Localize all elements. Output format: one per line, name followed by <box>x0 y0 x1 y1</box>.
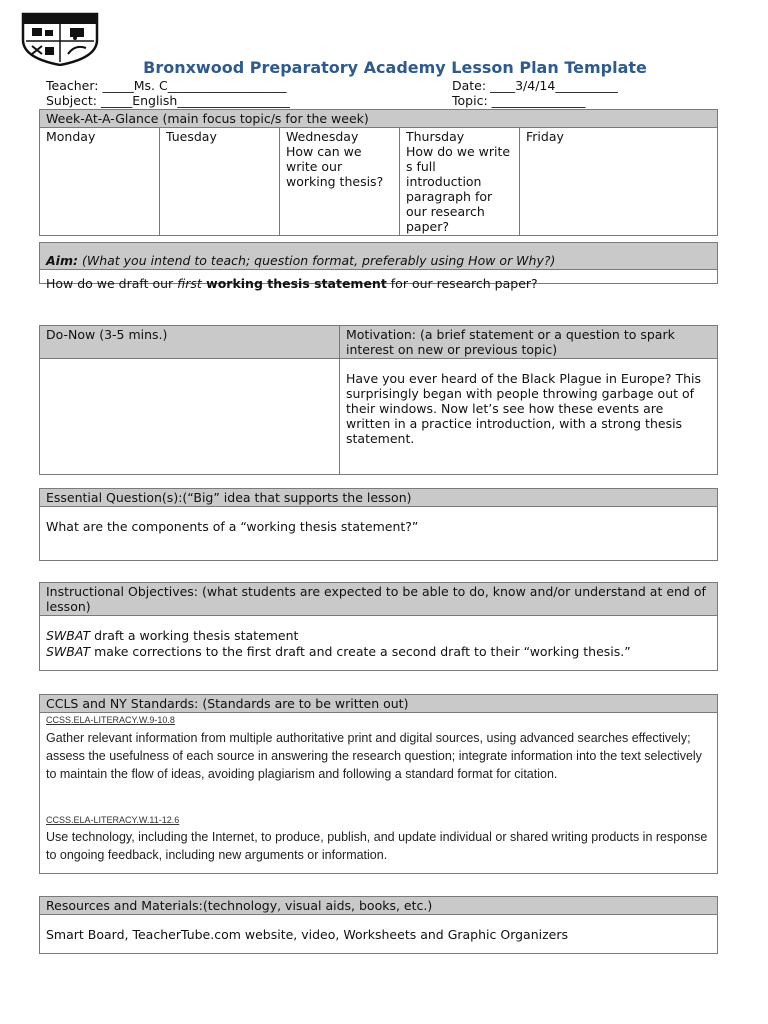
essential-text: What are the components of a “working thesis statement?” <box>46 519 419 534</box>
date-value: ____3/4/14__________ <box>490 78 618 93</box>
essential-heading: Essential Question(s):(“Big” idea that supports the lesson) <box>40 489 717 507</box>
standards-list <box>40 713 717 870</box>
date-label: Date: <box>452 78 487 93</box>
motivation-text: Have you ever heard of the Black Plague in Europe? This surprisingly began with people throwing garbage out of their windows. Now let’s see how these events are written in a practice introduction, with a strong thesis statement. <box>340 359 718 475</box>
subject-line <box>46 93 290 108</box>
motivation-heading: Motivation: (a brief statement or a question to spark interest on new or previous topic) <box>340 326 718 359</box>
topic-line <box>452 93 585 108</box>
standard-text: Use technology, including the Internet, to produce, publish, and update individual or shared writing products in response to ongoing feedback, including new arguments or information. <box>46 830 708 862</box>
standard-code-link[interactable]: CCSS.ELA-LITERACY.W.9-10.8 <box>46 715 175 725</box>
day-name: Thursday <box>406 129 465 144</box>
day-name: Tuesday <box>166 129 217 144</box>
standard-text: Gather relevant information from multiple authoritative print and digital sources, using advanced searches effectively; assess the usefulness of each source in answering the research question; integrate information into the text selectively to maintain the flow of ideas, avoiding plagiarism and following a standard format for citation. <box>46 730 702 781</box>
resources-heading: Resources and Materials:(technology, visual aids, books, etc.) <box>40 897 717 915</box>
objective-item: SWBAT make corrections to the first draft and create a second draft to their “working thesis.” <box>46 643 631 659</box>
day-text: How can we write our working thesis? <box>286 144 384 189</box>
day-cell-monday <box>40 128 160 236</box>
topic-value: _______________ <box>491 93 586 108</box>
standard-code-link[interactable]: CCSS.ELA-LITERACY.W.11-12.6 <box>46 814 180 825</box>
do-now-heading: Do-Now (3-5 mins.) <box>40 326 340 359</box>
objectives-section <box>39 582 718 671</box>
day-cell-friday <box>520 128 718 236</box>
subject-value: _____English__________________ <box>100 93 290 108</box>
aim-text: How do we draft our first working thesis statement for our research paper? <box>46 276 538 291</box>
day-cell-thursday <box>400 128 520 236</box>
teacher-value: _____Ms. C___________________ <box>102 78 287 93</box>
date-line <box>452 78 618 93</box>
day-text: How do we write s full introduction paragraph for our research paper? <box>406 144 511 234</box>
page-title: Bronxwood Preparatory Academy Lesson Plan Template <box>143 58 647 77</box>
day-name: Wednesday <box>286 129 359 144</box>
day-name: Friday <box>526 129 564 144</box>
do-now-text <box>40 359 340 475</box>
objective-item: SWBAT draft a working thesis statement <box>46 628 299 643</box>
teacher-label: Teacher: <box>46 78 99 93</box>
do-now-motivation-table <box>39 325 718 475</box>
day-name: Monday <box>46 129 96 144</box>
resources-section <box>39 896 718 954</box>
day-cell-tuesday <box>160 128 280 236</box>
subject-label: Subject: <box>46 93 97 108</box>
teacher-line <box>46 78 286 93</box>
resources-text: Smart Board, TeacherTube.com website, video, Worksheets and Graphic Organizers <box>46 927 569 942</box>
week-heading: Week-At-A-Glance (main focus topic/s for the week) <box>40 110 718 128</box>
essential-question-section <box>39 488 718 561</box>
objectives-heading: Instructional Objectives: (what students are expected to be able to do, know and/or understand at end of lesson) <box>40 583 717 616</box>
standards-section <box>39 694 718 874</box>
aim-section <box>39 242 718 291</box>
day-cell-wednesday <box>280 128 400 236</box>
objectives-list <box>40 616 717 665</box>
aim-heading: Aim: (What you intend to teach; question format, preferably using How or Why?) <box>40 243 717 270</box>
week-at-a-glance-table <box>39 109 718 236</box>
topic-label: Topic: <box>452 93 488 108</box>
standards-heading: CCLS and NY Standards: (Standards are to be written out) <box>40 695 717 713</box>
